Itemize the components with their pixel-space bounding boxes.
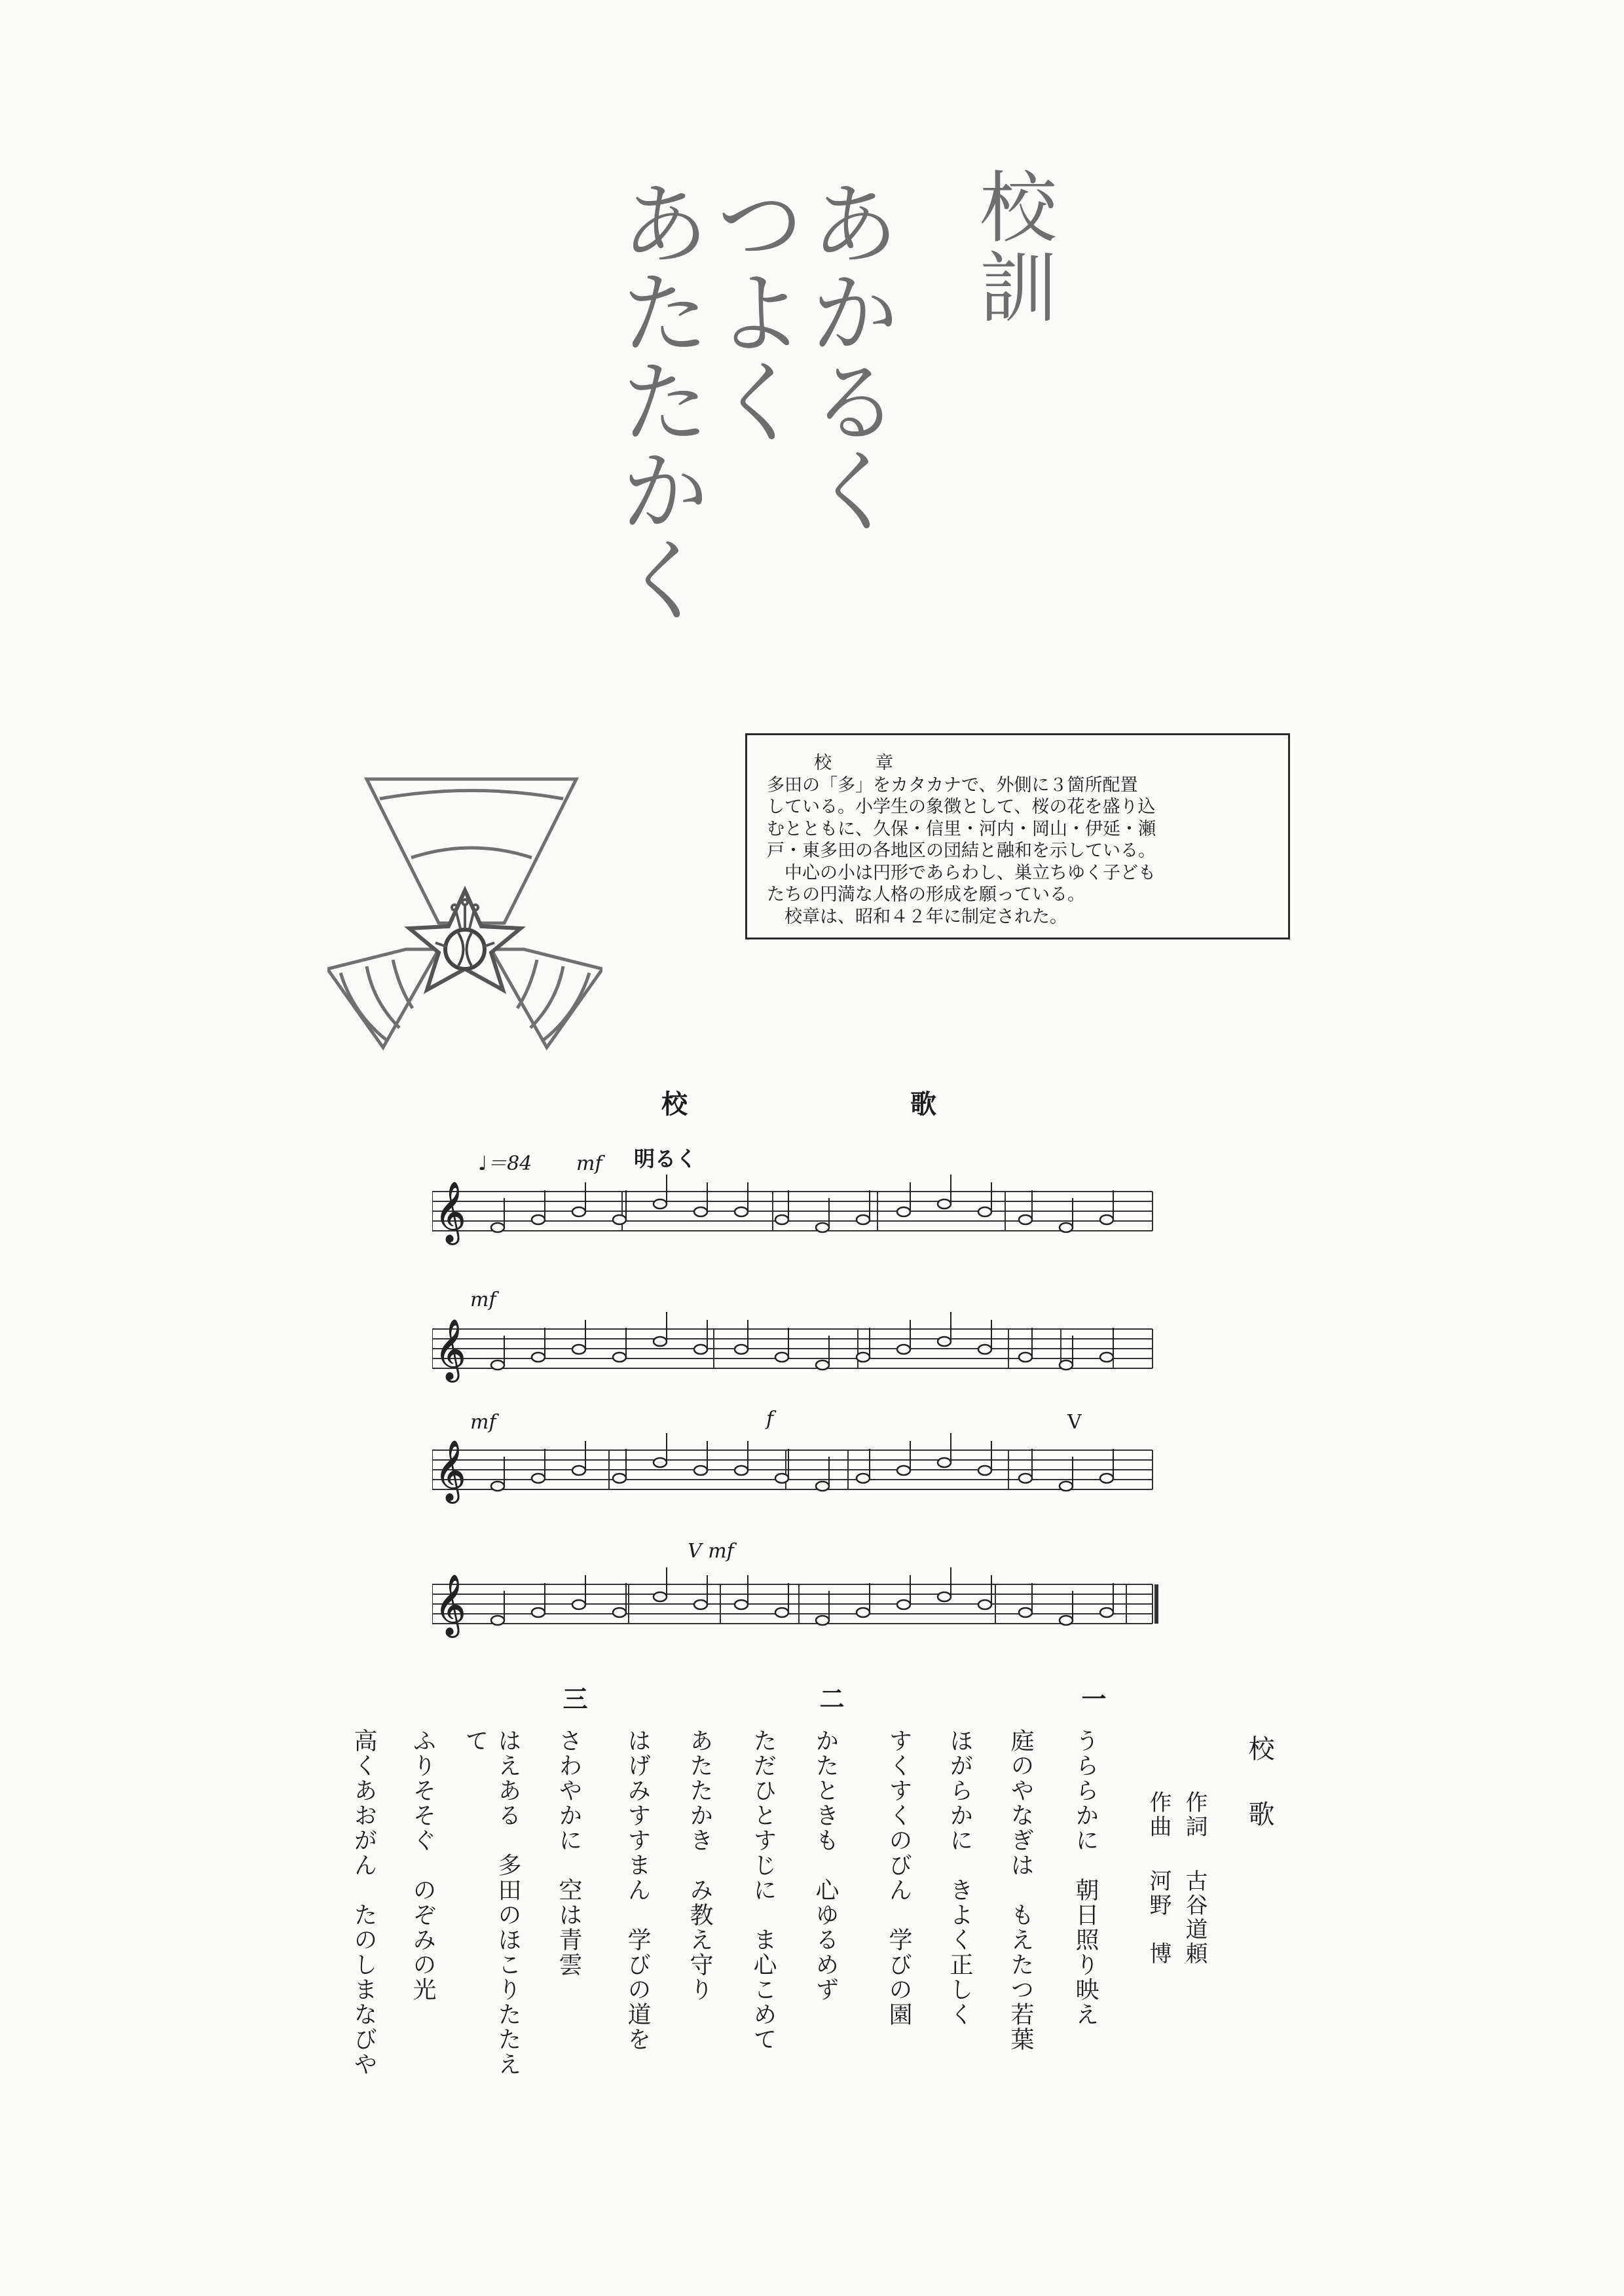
note-head [694, 1207, 707, 1216]
note-head [775, 1215, 788, 1224]
dynamic-mark-line-3: mf [470, 1411, 496, 1434]
emblem-box-line: 多田の「多」をカタカナで、外側に３箇所配置 [767, 774, 1138, 795]
emblem-box-line: むとともに、久保・信里・河内・岡山・伊延・瀬 [767, 818, 1156, 839]
treble-clef-icon: 𝄞 [435, 1181, 466, 1242]
note-head [857, 1215, 870, 1224]
verse-1-line: すくすくのびん 学びの園 [885, 1728, 912, 2027]
composer-label: 作曲 [1145, 1791, 1172, 1839]
note-head [897, 1345, 910, 1354]
verse-number-1: 一 [1077, 1686, 1106, 1711]
note-head [1100, 1474, 1113, 1483]
dynamic-mark: mf [576, 1152, 602, 1175]
treble-clef-icon: 𝄞 [435, 1574, 466, 1635]
note-head [816, 1223, 829, 1232]
motto-line-2: つよく [700, 177, 805, 444]
note-head [694, 1345, 707, 1354]
note-head [775, 1608, 788, 1617]
emblem-box-title: 校 章 [814, 753, 906, 773]
note-head [654, 1458, 667, 1467]
note-head [897, 1466, 910, 1475]
note-head [897, 1207, 910, 1216]
song-heading-char-1: 校 [661, 1089, 688, 1120]
note-head [816, 1360, 829, 1370]
school-emblem-icon [327, 753, 602, 1061]
verse-1-line: 庭のやなぎは もえたつ若葉 [1007, 1728, 1034, 2052]
note-head [1060, 1482, 1073, 1491]
treble-clef-icon: 𝄞 [435, 1440, 466, 1501]
verse-number-3: 三 [559, 1686, 587, 1711]
verse-2-line: ただひとすじに ま心こめて [750, 1728, 777, 2052]
dynamic-mark-line-2: mf [470, 1288, 496, 1311]
verse-3-line: て [462, 1728, 489, 1753]
note-head [897, 1600, 910, 1609]
motto-line-1: あかるく [795, 177, 900, 533]
note-head [613, 1474, 626, 1483]
verse-1-line: ほがらかに きよく正しく [946, 1728, 973, 2027]
note-head [735, 1466, 748, 1475]
note-head [532, 1608, 545, 1617]
music-score [432, 1139, 1192, 1676]
note-head [978, 1600, 991, 1609]
note-head [532, 1474, 545, 1483]
note-head [1019, 1353, 1032, 1362]
forte-mark-line-3: f [766, 1408, 774, 1430]
verse-3-line: 高くあおがん たのしまなびや [350, 1728, 377, 2077]
emblem-box-line: 戸・東多田の各地区の団結と融和を示している。 [767, 841, 1156, 861]
note-head [816, 1482, 829, 1491]
song-title-vertical: 校歌 [1244, 1735, 1274, 1866]
note-head [694, 1466, 707, 1475]
expression-mark: 明るく [634, 1146, 697, 1171]
emblem-box-line: している。小学生の象徴として、桜の花を盛り込 [767, 797, 1156, 817]
motto-line-3: あたたかく [605, 177, 710, 622]
note-head [938, 1458, 951, 1467]
emblem-box-line: 校章は、昭和４２年に制定された。 [767, 906, 1067, 927]
lyricist-label: 作詞 [1181, 1791, 1208, 1839]
lyricist-name: 古谷道頼 [1181, 1869, 1208, 1966]
note-head [572, 1466, 585, 1475]
note-head [1100, 1215, 1113, 1224]
note-head [491, 1482, 504, 1491]
note-head [978, 1345, 991, 1354]
verse-3-line: さわやかに 空は青雲 [555, 1728, 582, 1977]
note-head [1060, 1223, 1073, 1232]
note-head [735, 1600, 748, 1609]
note-head [735, 1345, 748, 1354]
note-head [775, 1474, 788, 1483]
note-head [1100, 1608, 1113, 1617]
note-head [654, 1199, 667, 1209]
note-head [1019, 1608, 1032, 1617]
note-head [532, 1215, 545, 1224]
breath-mark-line-3: V [1067, 1411, 1082, 1434]
note-head [613, 1215, 626, 1224]
emblem-box-line: 中心の小は円形であらわし、巣立ちゆく子ども [767, 862, 1156, 883]
note-head [491, 1223, 504, 1232]
song-heading-char-2: 歌 [910, 1089, 936, 1120]
verse-3-line: ふりそそぐ のぞみの光 [409, 1728, 436, 2002]
note-head [532, 1353, 545, 1362]
note-head [775, 1353, 788, 1362]
verse-2-line: かたときも 心ゆるめず [812, 1728, 839, 2002]
note-head [1060, 1360, 1073, 1370]
note-head [694, 1600, 707, 1609]
note-head [938, 1199, 951, 1209]
composer-name: 河野 博 [1145, 1869, 1172, 1966]
note-head [816, 1616, 829, 1625]
note-head [978, 1466, 991, 1475]
note-head [857, 1474, 870, 1483]
verse-2-line: はげみすすまん 学びの道を [624, 1728, 651, 2052]
note-head [654, 1337, 667, 1346]
verse-3-line: はえある 多田のほこりたたえ [494, 1728, 521, 2077]
note-head [654, 1592, 667, 1601]
note-head [1060, 1616, 1073, 1625]
note-head [857, 1608, 870, 1617]
song-heading [661, 1084, 936, 1121]
note-head [613, 1353, 626, 1362]
note-head [857, 1353, 870, 1362]
note-head [978, 1207, 991, 1216]
emblem-description-box [745, 733, 1290, 939]
note-head [572, 1600, 585, 1609]
verse-number-2: 二 [815, 1686, 844, 1711]
breath-dynamic-line-4: V mf [688, 1540, 734, 1563]
note-head [938, 1592, 951, 1601]
note-head [735, 1207, 748, 1216]
note-head [491, 1616, 504, 1625]
note-head [1019, 1474, 1032, 1483]
note-head [1019, 1215, 1032, 1224]
treble-clef-icon: 𝄞 [435, 1319, 466, 1379]
motto-title: 校訓 [967, 167, 1057, 327]
emblem-box-line: たちの円満な人格の形成を願っている。 [767, 884, 1085, 905]
note-head [1100, 1353, 1113, 1362]
note-head [572, 1345, 585, 1354]
note-head [613, 1608, 626, 1617]
verse-2-line: あたたかき み教え守り [686, 1728, 713, 2002]
note-head [572, 1207, 585, 1216]
verse-1-line: うららかに 朝日照り映え [1072, 1728, 1099, 2027]
note-head [938, 1337, 951, 1346]
note-head [491, 1360, 504, 1370]
tempo-mark: ♩＝84 [478, 1152, 532, 1175]
